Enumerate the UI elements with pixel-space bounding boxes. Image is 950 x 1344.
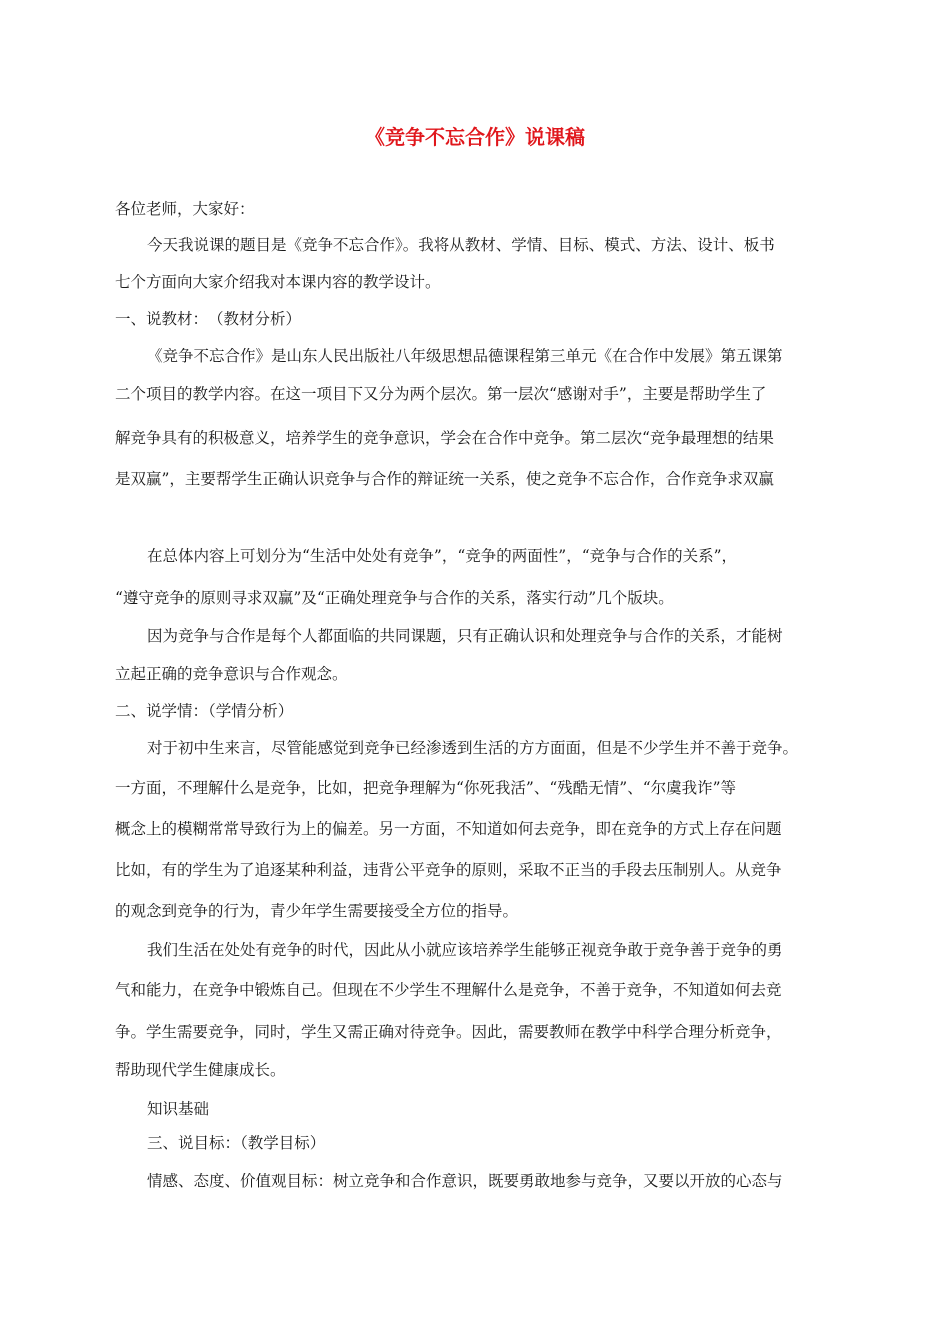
text-line: 我们生活在处处有竞争的时代，因此从小就应该培养学生能够正视竞争敢于竞争善于竞争的勇 <box>147 941 783 959</box>
text-line: 帮助现代学生健康成长。 <box>115 1061 286 1079</box>
text-line: 情感、态度、价值观目标：树立竞争和合作意识，既要勇敢地参与竞争，又要以开放的心态与 <box>147 1172 783 1190</box>
text-line: 立起正确的竞争意识与合作观念。 <box>115 665 348 683</box>
text-line: 在总体内容上可划分为“生活中处处有竞争”，“竞争的两面性”，“竞争与合作的关系”， <box>147 547 738 565</box>
section-heading: 二、说学情：（学情分析） <box>115 702 294 720</box>
text-line: 解竞争具有的积极意义，培养学生的竞争意识，学会在合作中竞争。第二层次“竞争最理想的结果 <box>115 429 774 447</box>
section-heading: 一、说教材： （教材分析） <box>115 310 302 328</box>
text-line: 对于初中生来言，尽管能感觉到竞争已经渗透到生活的方方面面，但是不少学生并不善于竞争。 <box>147 739 799 757</box>
text-line: 今天我说课的题目是《竞争不忘合作》。我将从教材、学情、目标、模式、方法、设计、板书 <box>147 236 775 254</box>
text-line: 比如，有的学生为了追逐某种利益，违背公平竞争的原则，采取不正当的手段去压制别人。从竞争 <box>115 861 782 879</box>
text-line: 的观念到竞争的行为，青少年学生需要接受全方位的指导。 <box>115 902 519 920</box>
section-heading: 三、说目标：（教学目标） <box>147 1134 326 1152</box>
text-line: 二个项目的教学内容。在这一项目下又分为两个层次。第一层次“感谢对手”，主要是帮助学生了 <box>115 385 767 403</box>
text-line: 知识基础 <box>147 1100 210 1118</box>
text-line: 因为竞争与合作是每个人都面临的共同课题，只有正确认识和处理竞争与合作的关系，才能树 <box>147 627 783 645</box>
text-line: 是双赢”，主要帮学生正确认识竞争与合作的辩证统一关系，使之竞争不忘合作，合作竞争求双赢 <box>115 470 774 488</box>
document-title: 《竞争不忘合作》说课稿 <box>365 125 585 149</box>
text-line: 争。学生需要竞争，同时，学生又需正确对待竞争。因此，需要教师在教学中科学合理分析竞争， <box>115 1023 782 1041</box>
text-line: 《竞争不忘合作》是山东人民出版社八年级思想品德课程第三单元《在合作中发展》第五课第 <box>147 347 783 365</box>
text-line: 一方面，不理解什么是竞争，比如，把竞争理解为“你死我活”、“残酷无情”、“尔虞我诈”等 <box>115 779 737 797</box>
text-line: 各位老师，大家好： <box>115 200 255 218</box>
text-line: 气和能力，在竞争中锻炼自己。但现在不少学生不理解什么是竞争，不善于竞争，不知道如何去竞 <box>115 981 782 999</box>
text-line: 七个方面向大家介绍我对本课内容的教学设计。 <box>115 273 441 291</box>
text-line: 概念上的模糊常常导致行为上的偏差。另一方面，不知道如何去竞争，即在竞争的方式上存在问题 <box>115 820 782 838</box>
text-line: “遵守竞争的原则寻求双赢”及“正确处理竞争与合作的关系，落实行动”几个版块。 <box>115 589 674 607</box>
